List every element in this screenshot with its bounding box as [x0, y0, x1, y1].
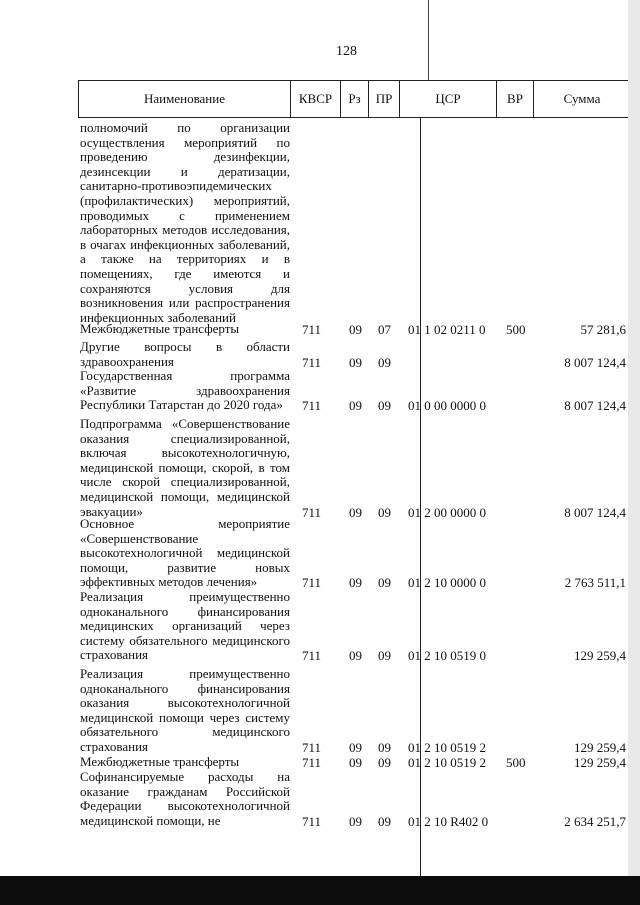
cell-rz: 09 — [349, 575, 362, 591]
cell-csr: 01 2 10 R402 0 — [408, 813, 489, 829]
row-name-line: оказание гражданам Российской — [80, 783, 290, 799]
cell-csr: 01 2 10 0519 2 — [408, 740, 486, 755]
row-name-line: полномочий по организации — [80, 120, 290, 135]
row-name-line: помещениях, где имеются и — [80, 265, 290, 281]
cell-rz: 09 — [349, 322, 362, 337]
row-name — [80, 340, 290, 369]
row-name-line: медицинской помощи, не — [80, 812, 221, 828]
row-name-line: Реализация преимущественно — [80, 589, 290, 604]
header-kvsr: КВСР — [290, 80, 340, 118]
row-name-line: здравоохранения — [80, 353, 174, 369]
scan-bottom-border — [0, 876, 640, 905]
cell-vr: 500 — [506, 755, 526, 770]
row-name-line: числе скорой специализированной, — [80, 474, 290, 490]
row-name-line: санитарно-противоэпидемических — [80, 178, 272, 194]
row-name-line: проводимых с применением — [80, 207, 290, 223]
row-name-line: «Совершенствование — [80, 530, 199, 546]
row-name-line: Государственная программа — [80, 368, 290, 383]
cell-pr: 09 — [378, 813, 391, 829]
cell-sum: 129 259,4 — [574, 648, 626, 664]
header-name: Наименование — [78, 80, 290, 118]
row-name-line: Подпрограмма «Совершенствование — [80, 416, 290, 431]
row-name-line: Софинансируемые расходы на — [80, 769, 290, 784]
row-name-line: страхования — [80, 738, 149, 754]
row-name-line: медицинских организаций через — [80, 618, 290, 634]
cell-kvsr: 711 — [302, 575, 322, 591]
row-name-line: Межбюджетные трансферты — [80, 321, 240, 336]
cell-rz: 09 — [349, 813, 362, 829]
cell-kvsr: 711 — [302, 398, 322, 414]
row-name-line: одноканального финансирования — [80, 680, 290, 696]
row-name-line: оказания высокотехнологичной — [80, 695, 290, 711]
page-number: 128 — [336, 44, 357, 59]
cell-rz: 09 — [349, 740, 362, 755]
cell-sum: 129 259,4 — [574, 740, 626, 755]
cell-pr: 09 — [378, 755, 391, 770]
cell-rz: 09 — [349, 755, 362, 770]
cell-sum: 2 634 251,7 — [564, 813, 626, 829]
row-name-line: лабораторных методов исследования, — [80, 222, 290, 238]
row-name-line: Республики Татарстан до 2020 года» — [80, 397, 283, 413]
cell-kvsr: 711 — [302, 755, 322, 770]
row-name-line: дезинсекции и дератизации, — [80, 163, 290, 179]
cell-csr: 01 1 02 0211 0 — [408, 322, 486, 337]
row-name-line: а также на территориях и в — [80, 251, 290, 267]
cell-kvsr: 711 — [302, 504, 322, 520]
row-name-line: Другие вопросы в области — [80, 339, 290, 354]
row-name-line: обязательного медицинского — [80, 724, 290, 740]
row-name — [80, 322, 290, 337]
cell-csr: 01 0 00 0000 0 — [408, 398, 486, 414]
row-name-line: проведению дезинфекции, — [80, 149, 290, 165]
row-name-line: включая высокотехнологичную, — [80, 445, 290, 461]
cell-pr: 09 — [378, 575, 391, 591]
cell-pr: 09 — [378, 354, 391, 370]
row-name-line: систему обязательного медицинского — [80, 632, 290, 648]
row-name-line: инфекционных заболеваний — [80, 309, 236, 325]
row-name-line: Реализация преимущественно — [80, 666, 290, 681]
cell-kvsr: 711 — [302, 322, 322, 337]
scan-artifact-line — [428, 0, 429, 80]
cell-kvsr: 711 — [302, 648, 322, 664]
row-name-line: эффективных методов лечения» — [80, 574, 258, 590]
row-name — [80, 590, 290, 663]
row-name-line: Межбюджетные трансферты — [80, 754, 240, 769]
row-name-line: сохраняются условия для — [80, 280, 290, 296]
cell-sum: 8 007 124,4 — [564, 398, 626, 414]
row-name-line: Федерации высокотехнологичной — [80, 798, 290, 814]
header-vr: ВР — [496, 80, 533, 118]
cell-rz: 09 — [349, 504, 362, 520]
cell-pr: 09 — [378, 648, 391, 664]
row-name-line: медицинской помощи через систему — [80, 709, 290, 725]
cell-csr: 01 2 00 0000 0 — [408, 504, 486, 520]
row-name-line: осуществления мероприятий по — [80, 134, 290, 150]
row-name-line: медицинской помощи, скорой, в том — [80, 459, 290, 475]
cell-sum: 8 007 124,4 — [564, 354, 626, 370]
cell-sum: 8 007 124,4 — [564, 504, 626, 520]
cell-csr: 01 2 10 0519 2 — [408, 755, 486, 770]
row-name-line: эвакуации» — [80, 503, 143, 519]
row-name — [80, 770, 290, 828]
row-name — [80, 517, 290, 590]
row-name — [80, 667, 290, 755]
row-name-line: страхования — [80, 647, 149, 663]
cell-pr: 07 — [378, 322, 391, 337]
row-name — [80, 755, 290, 770]
row-name-line: высокотехнологичной медицинской — [80, 545, 290, 561]
scan-edge — [628, 0, 640, 905]
row-name-line: одноканального финансирования — [80, 603, 290, 619]
row-name-line: «Развитие здравоохранения — [80, 382, 290, 398]
row-name-line: возникновения или распространения — [80, 295, 290, 311]
row-name — [80, 121, 290, 325]
row-name — [80, 369, 290, 413]
header-csr: ЦСР — [399, 80, 496, 118]
cell-rz: 09 — [349, 648, 362, 664]
row-name-line: оказания специализированной, — [80, 430, 290, 446]
cell-pr: 09 — [378, 398, 391, 414]
cell-kvsr: 711 — [302, 354, 322, 370]
header-sum: Сумма — [533, 80, 631, 118]
header-pr: ПР — [368, 80, 399, 118]
cell-rz: 09 — [349, 354, 362, 370]
cell-pr: 09 — [378, 740, 391, 755]
header-rz: Рз — [340, 80, 368, 118]
cell-rz: 09 — [349, 398, 362, 414]
cell-kvsr: 711 — [302, 740, 322, 755]
row-name-line: медицинской помощи, медицинской — [80, 488, 290, 504]
row-name — [80, 417, 290, 519]
row-name-line: помощи, развитие новых — [80, 559, 290, 575]
cell-sum: 129 259,4 — [574, 755, 626, 770]
cell-sum: 57 281,6 — [580, 322, 626, 337]
cell-vr: 500 — [506, 322, 526, 337]
row-name-line: Основное мероприятие — [80, 516, 290, 531]
cell-sum: 2 763 511,1 — [564, 575, 626, 591]
cell-csr: 01 2 10 0000 0 — [408, 575, 486, 591]
cell-csr: 01 2 10 0519 0 — [408, 648, 486, 664]
cell-pr: 09 — [378, 504, 391, 520]
cell-kvsr: 711 — [302, 813, 322, 829]
row-name-line: (профилактических) мероприятий, — [80, 192, 290, 208]
row-name-line: в очагах инфекционных заболеваний, — [80, 236, 290, 252]
